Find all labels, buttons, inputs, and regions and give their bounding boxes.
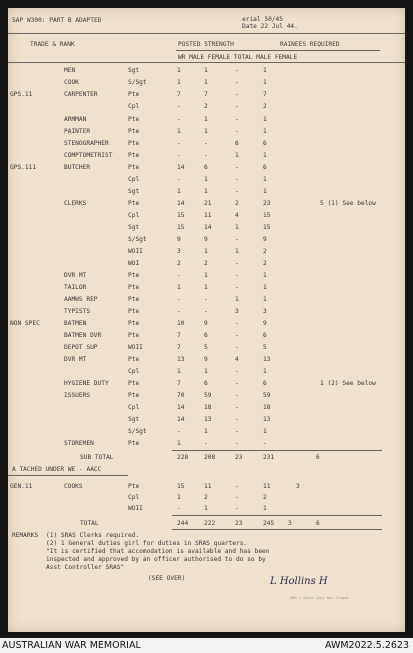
row-rank: Cpl [128,404,140,411]
row-trade: TAILOR [64,284,87,291]
row-b: 1 [204,176,208,183]
row-d: 2 [263,248,267,255]
total-b: 222 [204,520,216,527]
row-b: - [204,152,208,159]
row-b: 6 [204,380,208,387]
row-b: 1 [204,79,208,86]
row-b: 11 [204,212,212,219]
row-d: 9 [263,320,267,327]
remark-line: inspected and approved by an officer authorised to do so by [46,556,266,563]
row-b: 14 [204,224,212,231]
subtotal-d: 231 [263,454,275,461]
row-trade: STOREMEN [64,440,94,447]
row-rank: Sgt [128,188,140,195]
row-a: - [177,176,181,183]
row-a: 7 [177,91,181,98]
row-d: 1 [263,67,267,74]
row-a: - [177,140,181,147]
row-d: 2 [263,260,267,267]
row-c: - [235,344,239,351]
row-d: 1 [263,428,267,435]
attached-row-c: - [235,494,239,501]
row-c: - [235,332,239,339]
row-rank: S/Sgt [128,428,147,435]
row-trade: COOK [64,79,79,86]
attached-row-rank: WOII [128,505,143,512]
row-c: 1 [235,224,239,231]
row-c: - [235,368,239,375]
attached-heading: A TACHED UNDER WE - AACC [12,466,102,473]
row-b: 1 [204,67,208,74]
row-b: 1 [204,284,208,291]
row-d: 7 [263,91,267,98]
row-c: - [235,272,239,279]
row-b: - [204,440,208,447]
row-a: - [177,308,181,315]
row-rank: S/Sgt [128,79,147,86]
row-c: 1 [235,248,239,255]
row-rank: WOII [128,344,143,351]
row-d: 23 [263,200,271,207]
row-a: 2 [177,260,181,267]
attached-row-b: 11 [204,483,212,490]
row-d: 15 [263,224,271,231]
row-b: - [204,296,208,303]
document-reference: SAP W300: PART B ADAPTED [12,17,102,24]
row-d: 5 [263,344,267,351]
row-d: 13 [263,416,271,423]
row-b: 18 [204,404,212,411]
row-c: - [235,428,239,435]
attached-row-d: 2 [263,494,267,501]
row-c: 4 [235,212,239,219]
attached-row-d: 1 [263,505,267,512]
row-rank: Pte [128,308,140,315]
row-d: 1 [263,188,267,195]
row-rank: Cpl [128,103,140,110]
row-b: 59 [204,392,212,399]
row-d: 6 [263,332,267,339]
row-d: 9 [263,236,267,243]
header-subcolumns: WR MALE FEMALE TOTAL MALE FEMALE [178,54,298,61]
row-c: - [235,416,239,423]
row-d: 59 [263,392,271,399]
row-rank: Pte [128,152,140,159]
subtotal-label: SUB TOTAL [80,454,114,461]
stamp-text: AWM 1 Sheet Copy Nos Staged [290,596,349,600]
row-c: 6 [235,140,239,147]
row-b: 1 [204,188,208,195]
row-d: 1 [263,152,267,159]
row-d: - [263,440,267,447]
row-a: 10 [177,320,185,327]
row-d: 1 [263,272,267,279]
row-c: - [235,392,239,399]
row-b: 6 [204,332,208,339]
row-d: 13 [263,356,271,363]
row-rank: Cpl [128,212,140,219]
document-page [8,8,405,632]
row-rank: Sgt [128,416,140,423]
row-note: 5 (1) See below [320,200,376,207]
row-b: 1 [204,128,208,135]
row-d: 6 [263,140,267,147]
row-rank: Pte [128,332,140,339]
row-b: 9 [204,356,208,363]
attached-row-a: - [177,505,181,512]
row-trade: ARMMAN [64,116,87,123]
row-c: - [235,79,239,86]
row-grp: NON SPEC [10,320,40,327]
row-a: 14 [177,416,185,423]
row-d: 15 [263,212,271,219]
row-a: - [177,272,181,279]
row-b: 13 [204,416,212,423]
row-a: 70 [177,392,185,399]
row-c: - [235,380,239,387]
row-trade: BUTCHER [64,164,91,171]
row-a: 9 [177,236,181,243]
row-a: 7 [177,344,181,351]
row-c: - [235,320,239,327]
row-a: 1 [177,79,181,86]
attached-row-b: 2 [204,494,208,501]
row-c: - [235,91,239,98]
row-trade: DVR MT [64,356,87,363]
row-a: 13 [177,356,185,363]
remark-line: Asst Controller SRAS" [46,564,125,571]
row-rank: Pte [128,284,140,291]
row-d: 6 [263,380,267,387]
remark-line: (1) SRAS Clerks required. [46,532,140,539]
row-a: 7 [177,332,181,339]
row-c: - [235,67,239,74]
row-b: 5 [204,344,208,351]
row-trade: PAINTER [64,128,91,135]
row-grp: GPS.11 [10,91,33,98]
row-rank: WOII [128,248,143,255]
total-e: 3 [288,520,292,527]
subtotal-c: 23 [235,454,243,461]
row-a: 14 [177,200,185,207]
see-over-note: (SEE OVER) [148,575,186,582]
row-d: 1 [263,128,267,135]
row-a: 1 [177,368,181,375]
row-d: 1 [263,296,267,303]
total-a: 244 [177,520,189,527]
total-c: 23 [235,520,243,527]
row-trade: CLERKS [64,200,87,207]
row-c: - [235,164,239,171]
header-rule-bottom [8,62,405,63]
row-rank: Sgt [128,224,140,231]
row-a: 1 [177,128,181,135]
row-trade: DVR MT [64,272,87,279]
row-b: 2 [204,260,208,267]
remarks-label: REMARKS [12,532,39,539]
attached-row-a: 15 [177,483,185,490]
row-a: 14 [177,164,185,171]
row-c: - [235,404,239,411]
row-rank: Pte [128,272,140,279]
row-b: - [204,140,208,147]
header-posted-strength: POSTED STRENGTH [178,41,234,48]
row-trade: HYGIENE DUTY [64,380,109,387]
row-b: 1 [204,248,208,255]
handwritten-signature: L Hollins H [270,576,328,587]
row-rank: Pte [128,320,140,327]
row-c: - [235,116,239,123]
row-rank: Pte [128,140,140,147]
row-a: - [177,428,181,435]
row-c: - [235,236,239,243]
row-c: 3 [235,308,239,315]
row-a: - [177,116,181,123]
attached-row-rank: Cpl [128,494,140,501]
row-b: - [204,308,208,315]
row-trade: BATMEN DVR [64,332,102,339]
row-rank: Pte [128,91,140,98]
row-b: 9 [204,320,208,327]
remark-line: (2) 1 General duties girl for duties in SRAS quarters. [46,540,248,547]
row-trade: MEN [64,67,76,74]
row-rank: Pte [128,356,140,363]
row-a: 15 [177,224,185,231]
attached-row-grp: GEN.11 [10,483,33,490]
row-b: 1 [204,368,208,375]
row-a: 1 [177,67,181,74]
row-rank: Pte [128,440,140,447]
row-trade: ISSUERS [64,392,91,399]
row-b: 2 [204,103,208,110]
row-rank: Pte [128,392,140,399]
row-c: 1 [235,296,239,303]
header-trade-rank: TRADE & RANK [30,41,75,48]
row-rank: Cpl [128,368,140,375]
row-a: - [177,103,181,110]
row-trade: DEPOT SUP [64,344,98,351]
subtotal-b: 208 [204,454,216,461]
row-d: 2 [263,103,267,110]
header-rule-top [8,33,405,34]
attached-row-b: 1 [204,505,208,512]
row-trade: BATMEN [64,320,87,327]
row-d: 1 [263,79,267,86]
footer-accession: AWM2022.5.2623 [324,640,409,651]
row-a: 15 [177,212,185,219]
row-c: - [235,260,239,267]
row-rank: Pte [128,164,140,171]
row-trade: STENOGRAPHER [64,140,109,147]
attached-row-c: - [235,505,239,512]
row-a: 3 [177,248,181,255]
attached-rule [8,475,128,476]
row-a: 1 [177,188,181,195]
row-d: 1 [263,176,267,183]
row-b: 21 [204,200,212,207]
row-c: - [235,128,239,135]
row-a: 1 [177,440,181,447]
row-d: 3 [263,308,267,315]
total-label: TOTAL [80,520,99,527]
row-grp: GPS.111 [10,164,37,171]
row-b: 1 [204,272,208,279]
total-rule-bottom [172,529,382,530]
row-b: 1 [204,428,208,435]
row-rank: WOI [128,260,140,267]
header-required: RAINEES REQUIRED [280,41,340,48]
row-d: 6 [263,164,267,171]
subtotal-a: 228 [177,454,189,461]
row-a: 1 [177,284,181,291]
attached-row-c: - [235,483,239,490]
document-date: Date 22 Jul 44. [242,23,298,30]
row-rank: Pte [128,128,140,135]
row-b: 9 [204,236,208,243]
total-f: 6 [316,520,320,527]
row-a: 14 [177,404,185,411]
row-c: 2 [235,200,239,207]
row-c: - [235,284,239,291]
attached-row-rank: Pte [128,483,140,490]
row-a: - [177,296,181,303]
row-c: - [235,188,239,195]
row-d: 18 [263,404,271,411]
row-rank: Pte [128,296,140,303]
attached-row-trade: COOKS [64,483,83,490]
row-c: - [235,440,239,447]
document-serial: erial 50/45 [242,16,283,23]
row-d: 1 [263,116,267,123]
subtotal-rule [172,450,382,451]
row-c: - [235,176,239,183]
header-rule-mid [176,50,380,51]
row-b: 1 [204,116,208,123]
row-c: 4 [235,356,239,363]
row-b: 7 [204,91,208,98]
total-d: 245 [263,520,275,527]
attached-row-e: 3 [296,483,300,490]
row-trade: TYPISTS [64,308,91,315]
attached-row-a: 1 [177,494,181,501]
row-trade: CARPENTER [64,91,98,98]
footer-credit: AUSTRALIAN WAR MEMORIAL [2,640,141,651]
row-c: 1 [235,152,239,159]
row-rank: Pte [128,200,140,207]
row-rank: Cpl [128,176,140,183]
total-rule-top [172,515,382,516]
row-c: - [235,103,239,110]
row-a: - [177,152,181,159]
row-trade: AAMWS REP [64,296,98,303]
subtotal-e: 6 [316,454,320,461]
row-b: 6 [204,164,208,171]
row-trade: COMPTOMETRIST [64,152,113,159]
row-rank: Pte [128,380,140,387]
row-note: 1 (2) See below [320,380,376,387]
remark-line: "It is certified that accomodation is available and has been [46,548,270,555]
attached-row-d: 11 [263,483,271,490]
row-d: 1 [263,368,267,375]
row-rank: Pte [128,116,140,123]
row-d: 1 [263,284,267,291]
row-a: 7 [177,380,181,387]
row-rank: S/Sgt [128,236,147,243]
row-rank: Sgt [128,67,140,74]
